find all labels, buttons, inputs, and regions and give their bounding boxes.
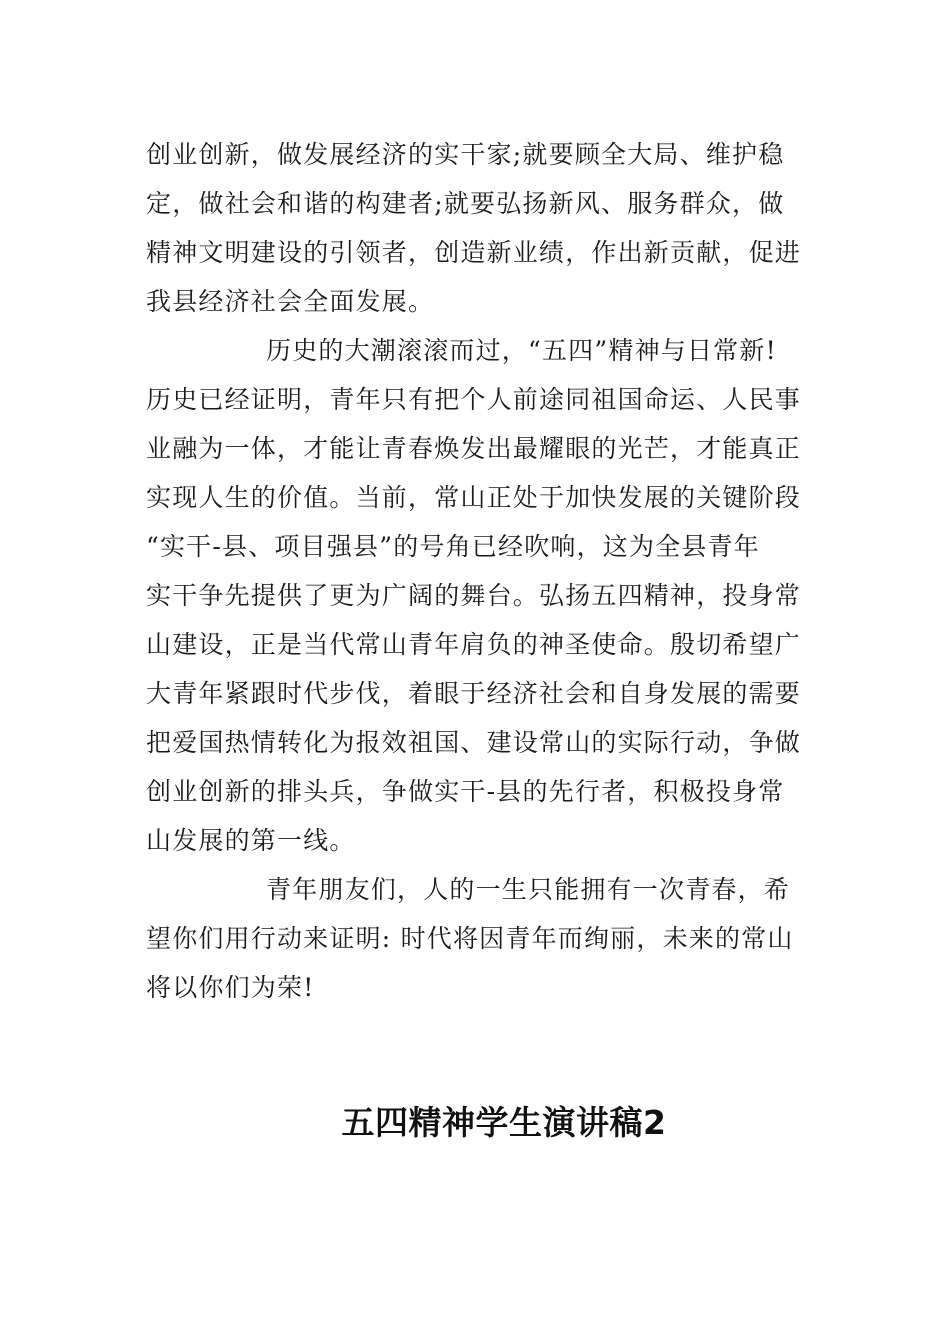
- heading-text: 五四精神学生演讲稿2: [341, 1103, 667, 1142]
- text-line: 将以你们为荣!: [146, 973, 315, 1002]
- text-line: 历史的大潮滚滚而过，“五四”精神与日常新!: [266, 336, 777, 365]
- text-line: 业融为一体，才能让青春焕发出最耀眼的光芒，才能真正: [146, 434, 802, 463]
- text-line: 精神文明建设的引领者，创造新业绩，作出新贡献，促进: [146, 238, 802, 267]
- text-line: 把爱国热情转化为报效祖国、建设常山的实际行动，争做: [146, 728, 802, 757]
- text-line: 实现人生的价值。当前，常山正处于加快发展的关键阶段: [146, 483, 802, 512]
- text-line: 我县经济社会全面发展。: [146, 287, 435, 316]
- text-line: 历史已经证明，青年只有把个人前途同祖国命运、人民事: [146, 385, 802, 414]
- text-line: 大青年紧跟时代步伐，着眼于经济社会和自身发展的需要: [146, 679, 802, 708]
- text-line: 山发展的第一线。: [146, 826, 356, 855]
- text-line: 望你们用行动来证明: 时代将因青年而绚丽，未来的常山: [146, 924, 794, 953]
- paragraph: [146, 130, 806, 326]
- body-text: [146, 130, 806, 1012]
- text-line: “实干-县、项目强县”的号角已经吹响，这为全县青年: [146, 532, 761, 561]
- text-line: 创业创新的排头兵，争做实干-县的先行者，积极投身常: [146, 777, 785, 806]
- section-heading: [0, 1097, 950, 1144]
- text-line: 定，做社会和谐的构建者;就要弘扬新风、服务群众，做: [146, 189, 785, 218]
- text-line: 山建设，正是当代常山青年肩负的神圣使命。殷切希望广: [146, 630, 802, 659]
- text-line: 实干争先提供了更为广阔的舞台。弘扬五四精神，投身常: [146, 581, 802, 610]
- paragraph: [146, 865, 806, 1012]
- text-line: 创业创新，做发展经济的实干家;就要顾全大局、维护稳: [146, 140, 785, 169]
- paragraph: [146, 326, 806, 865]
- text-line: 青年朋友们，人的一生只能拥有一次青春，希: [266, 875, 791, 904]
